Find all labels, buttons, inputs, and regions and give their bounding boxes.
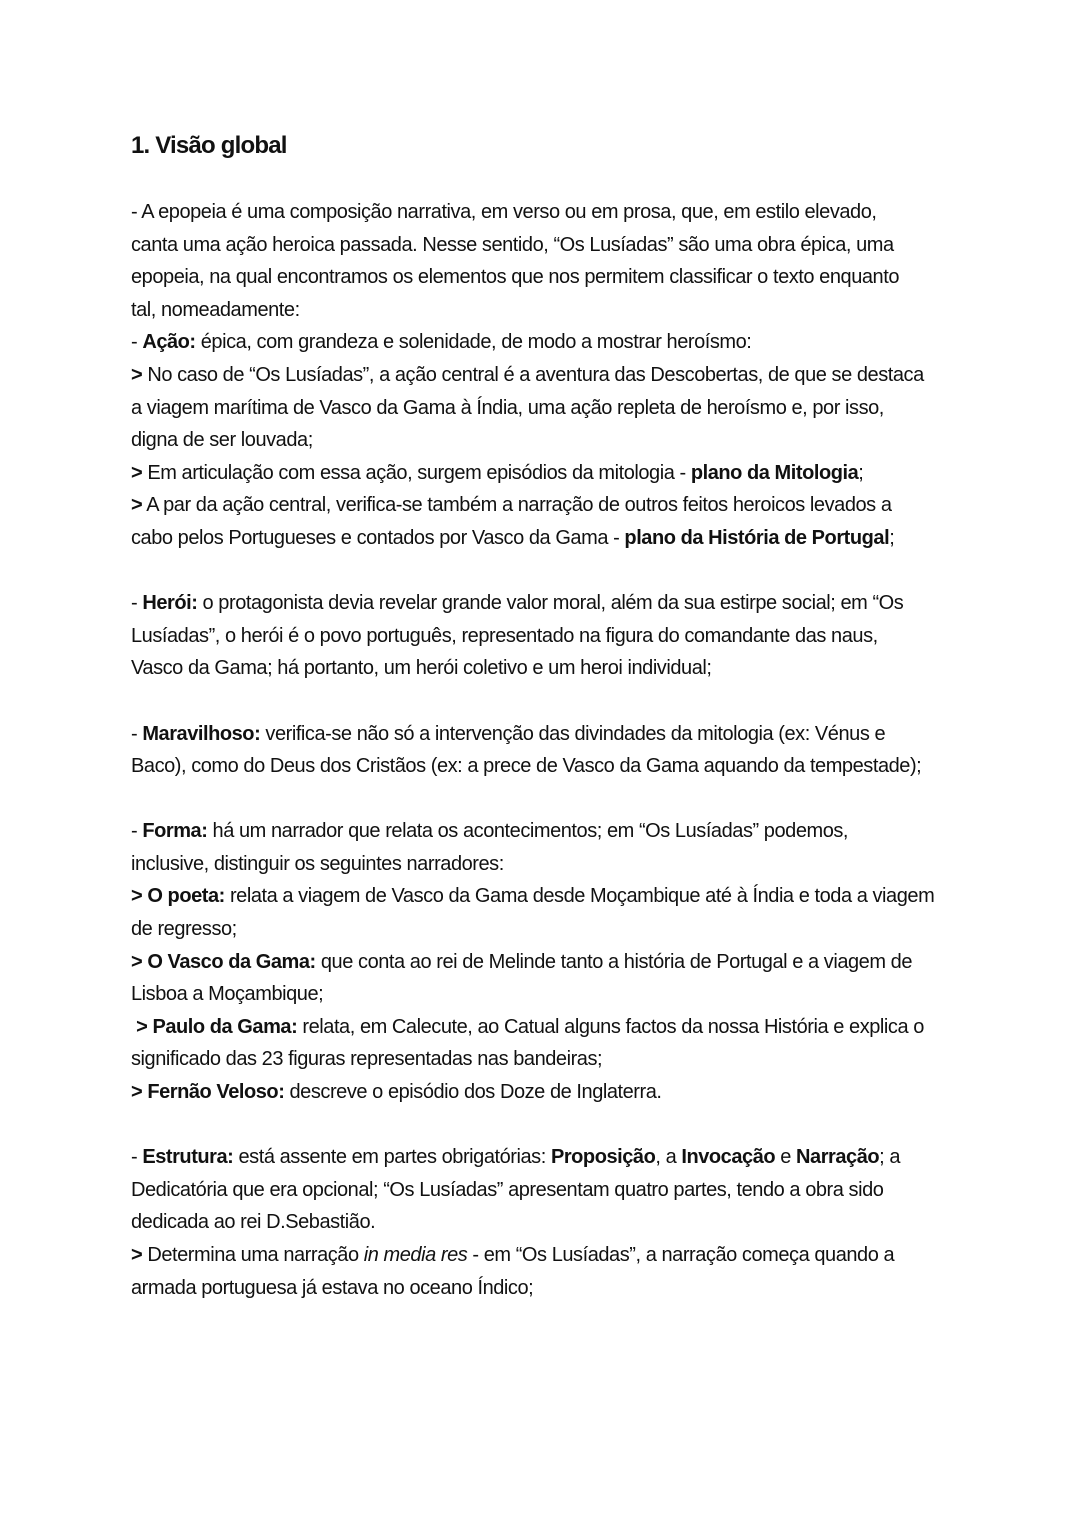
text-span: cabo pelos Portugueses e contados por Vasco da Gama - [131,526,625,549]
term-proposicao: Proposição [550,1146,656,1169]
text-line: Baco), como do Deus dos Cristãos (ex: a prece de Vasco da Gama aquando da tempestade); [131,755,922,778]
term-fernao-veloso: > Fernão Veloso: [131,1081,285,1104]
text-span: A par da ação central, verifica-se também a narração de outros feitos heroicos levados a [142,494,892,517]
term-plano-mitologia: plano da Mitologia [690,461,859,484]
text-span: ; a [879,1146,901,1169]
text-line [131,815,961,848]
text-span: há um narrador que relata os acontecimentos; em “Os Lusíadas” podemos, [207,820,849,843]
text-line: inclusive, distinguir os seguintes narradores: [131,852,504,875]
text-span: , a [655,1146,682,1169]
text-line: Lusíadas”, o herói é o povo português, representado na figura do comandante das naus, [131,624,878,647]
text-span: ; [858,461,864,484]
text-line [131,1011,961,1044]
text-line: dedicada ao rei D.Sebastião. [131,1211,376,1234]
bullet-marker: > [131,461,143,484]
text-line: epopeia, na qual encontramos os elementos que nos permitem classificar o texto enquanto [131,266,899,289]
term-vasco-da-gama: > O Vasco da Gama: [131,950,316,973]
text-line [131,489,961,522]
text-span: e [775,1146,797,1169]
text-span: está assente em partes obrigatórias: [233,1146,551,1169]
text-line [131,522,961,555]
text-line [131,1076,961,1109]
text-line: - A epopeia é uma composição narrativa, em verso ou em prosa, que, em estilo elevado, [131,201,877,223]
text-line [131,359,961,392]
text-span: épica, com grandeza e solenidade, de modo a mostrar heroísmo: [195,331,752,354]
paragraph-forma [131,815,961,1108]
text-line: digna de ser louvada; [131,429,313,452]
text-span: No caso de “Os Lusíadas”, a ação central é a aventura das Descobertas, de que se destaca [142,363,924,386]
term-maravilhoso: Maravilhoso: [142,722,261,745]
paragraph-heroi [131,587,961,685]
text-line: significado das 23 figuras representadas nas bandeiras; [131,1048,603,1071]
paragraph-acao [131,326,961,554]
term-plano-historia: plano da História de Portugal [624,526,890,549]
text-span: Em articulação com essa ação, surgem episódios da mitologia - [142,461,691,484]
text-line: de regresso; [131,918,237,941]
bullet-marker: > [131,1244,143,1266]
text-line: Vasco da Gama; há portanto, um herói coletivo e um heroi individual; [131,657,712,680]
text-span: o protagonista devia revelar grande valor moral, além da sua estirpe social; em “Os [197,592,904,615]
text-line: a viagem marítima de Vasco da Gama à Índia, uma ação repleta de heroísmo e, por isso, [131,396,884,419]
term-in-media-res: in media res [363,1244,468,1266]
text-span: verifica-se não só a intervenção das divindades da mitologia (ex: Vénus e [260,722,886,745]
term-estrutura: Estrutura: [142,1146,234,1169]
text-line: tal, nomeadamente: [131,298,300,321]
document-body [131,128,961,1337]
term-invocacao: Invocação [681,1146,776,1169]
bullet-marker: > [131,363,143,386]
text-line [131,587,961,620]
term-acao: Ação: [142,331,196,354]
text-line [131,457,961,490]
text-span: relata a viagem de Vasco da Gama desde Moçambique até à Índia e toda a viagem [224,885,935,908]
paragraph-estrutura [131,1141,961,1304]
text-line: Lisboa a Moçambique; [131,983,324,1006]
paragraph-maravilhoso [131,718,961,783]
term-heroi: Herói: [142,592,198,615]
text-span: - em “Os Lusíadas”, a narração começa quando a [467,1244,895,1266]
term-paulo-da-gama: > Paulo da Gama: [131,1015,298,1038]
text-span: que conta ao rei de Melinde tanto a história de Portugal e a viagem de [315,950,913,973]
term-forma: Forma: [142,820,208,843]
text-line: Dedicatória que era opcional; “Os Lusíadas” apresentam quatro partes, tendo a obra sido [131,1178,884,1201]
text-line: canta uma ação heroica passada. Nesse sentido, “Os Lusíadas” são uma obra épica, uma [131,233,894,256]
text-line [131,946,961,979]
term-o-poeta: > O poeta: [131,885,225,908]
text-span: - [131,592,143,615]
text-line [131,326,961,359]
text-span: - [131,722,143,745]
text-span: - [131,331,143,354]
section-title: 1. Visão global [131,132,287,159]
text-span: ; [889,526,895,549]
text-line [131,880,961,913]
text-span: descreve o episódio dos Doze de Inglaterra. [284,1081,662,1104]
text-line [131,1141,961,1174]
text-span: relata, em Calecute, ao Catual alguns factos da nossa História e explica o [297,1015,924,1038]
text-line: armada portuguesa já estava no oceano Índico; [131,1276,534,1299]
text-line [131,718,961,751]
bullet-marker: > [131,494,143,517]
text-span: Determina uma narração [142,1244,364,1266]
term-narracao: Narração [796,1146,880,1169]
paragraph-intro [131,196,961,326]
text-span: - [131,1146,143,1169]
text-line [131,1239,961,1272]
text-span: - [131,820,143,843]
